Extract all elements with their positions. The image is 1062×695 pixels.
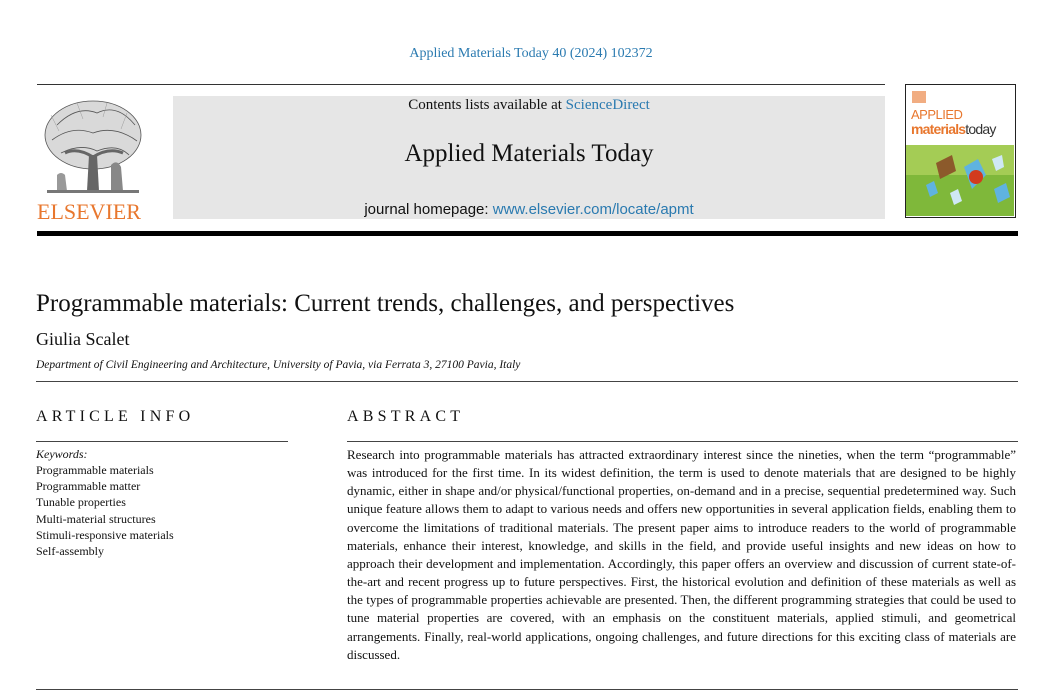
article-info-divider xyxy=(36,441,288,442)
keyword-item: Tunable properties xyxy=(36,495,126,510)
keyword-item: Multi-material structures xyxy=(36,511,156,526)
journal-cover-image xyxy=(905,84,1016,218)
abstract-text: Research into programmable materials has attracted extraordinary interest since the nineties, when the term “programmable” was introduced for the first time. In its widest definition, the term is used to denote materials that are designed to be highly dynamic, either in shape and/or physical/functional properties, on-demand and in a precise, sequential predetermined way. Such unique feature allows them to adapt to various needs and offers new opportunities in several application fields, enabling them to overcome the limitations of traditional materials. The present paper aims to introduce readers to the world of programmable materials, enhance their interest, knowledge, and skills in the field, and provide useful insights and new ideas on how to approach their development and implementation. Accordingly, this paper offers an overview and discussion of current state-of-the-art and recent progress up to future perspectives. First, the historical evolution and definition of these materials as well as the types of programmable properties achievable are presented. Then, the different programming strategies that could be used to tune material properties are covered, with an emphasis on the constituent materials, applied stimuli, and geometrical arrangements. Finally, real-world applications, ongoing challenges, and future directions for this exciting class of materials are discussed. xyxy=(347,447,1016,662)
elsevier-wordmark: ELSEVIER xyxy=(37,199,141,224)
article-info-heading: ARTICLE INFO xyxy=(36,408,195,425)
article-title: Programmable materials: Current trends, challenges, and perspectives xyxy=(36,290,735,317)
cover-artwork xyxy=(906,85,1014,216)
journal-name: Applied Materials Today xyxy=(404,140,654,167)
cover-title-materials: materials xyxy=(911,121,966,137)
keywords-list xyxy=(36,462,174,559)
cover-title-today: today xyxy=(965,121,996,137)
bottom-divider xyxy=(36,689,1018,690)
journal-masthead xyxy=(173,96,885,219)
author-affiliation: Department of Civil Engineering and Architecture, University of Pavia, via Ferrata 3, 27100 Pavia, Italy xyxy=(36,359,521,371)
contents-prefix: Contents lists available at xyxy=(408,97,566,113)
abstract-heading: ABSTRACT xyxy=(347,408,465,425)
cover-title-line1: APPLIED xyxy=(911,107,963,122)
journal-homepage xyxy=(173,201,885,218)
article-author[interactable]: Giulia Scalet xyxy=(36,329,130,349)
keyword-item: Programmable matter xyxy=(36,479,141,494)
abstract-divider xyxy=(347,441,1018,442)
journal-citation[interactable]: Applied Materials Today 40 (2024) 102372 xyxy=(409,46,653,61)
cover-title-line2 xyxy=(911,121,996,137)
journal-homepage-link[interactable]: www.elsevier.com/locate/apmt xyxy=(492,201,694,218)
homepage-prefix: journal homepage: xyxy=(364,201,493,218)
keywords-label: Keywords: xyxy=(36,447,88,461)
keyword-item: Self-assembly xyxy=(36,544,104,559)
keyword-item: Stimuli-responsive materials xyxy=(36,527,174,542)
header-divider xyxy=(37,84,885,85)
keyword-item: Programmable materials xyxy=(36,463,154,477)
sciencedirect-link[interactable]: ScienceDirect xyxy=(565,97,650,113)
masthead-divider xyxy=(37,231,1018,236)
contents-availability xyxy=(173,97,885,114)
front-matter-divider xyxy=(36,381,1018,382)
